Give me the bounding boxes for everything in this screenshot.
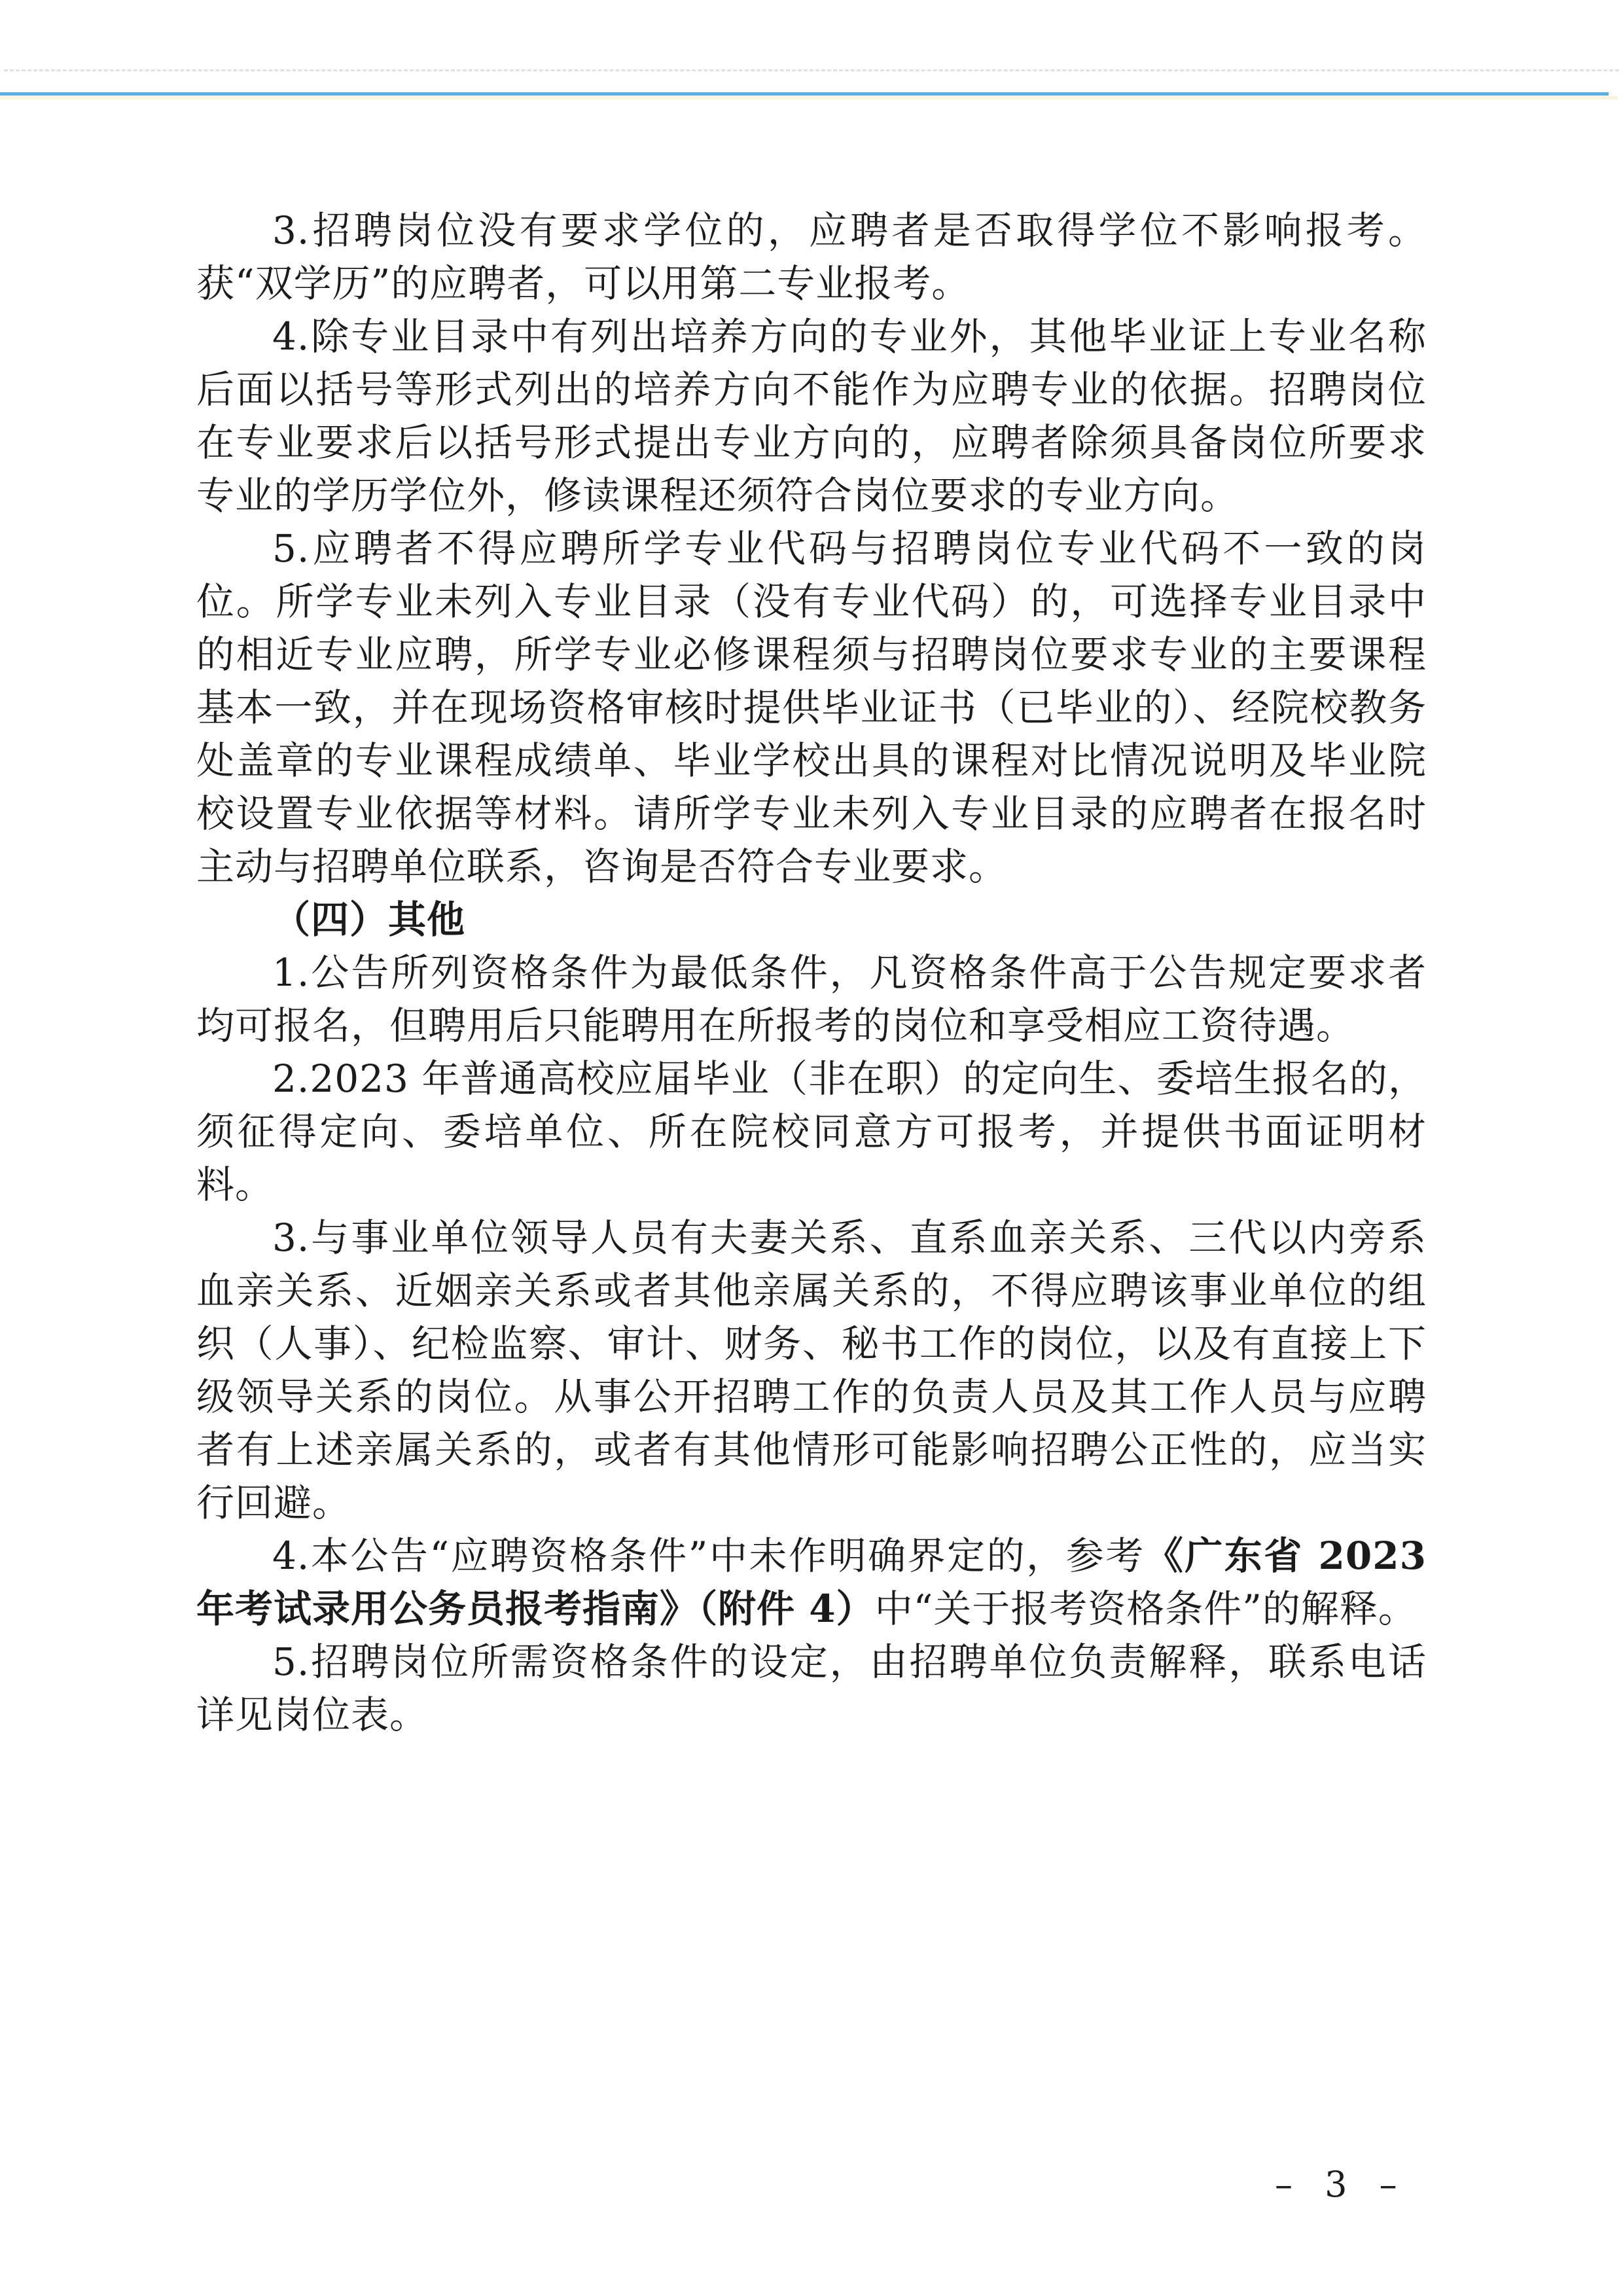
text-segment: 2.2023 年普通高校应届毕业（非在职）的定向生、委培生报名的，须征得定向、委培单位、所在院校同意方可报考，并提供书面证明材料。	[196, 1056, 1427, 1207]
paragraph	[196, 204, 1427, 310]
document-body	[196, 204, 1427, 1742]
text-segment: （四）其他	[272, 897, 466, 942]
text-segment: 中“关于报考资格条件”的解释。	[874, 1587, 1417, 1631]
bold-text: 《广东省 2023 年考试录用公务员报考指南》（附件 4）	[196, 1534, 1427, 1631]
page-number: – 3 –	[1275, 2164, 1408, 2205]
text-segment: 4.本公告“应聘资格条件”中未作明确界定的，参考	[272, 1534, 1145, 1578]
paragraph	[196, 310, 1427, 522]
section-heading	[196, 893, 1427, 946]
text-segment: 5.招聘岗位所需资格条件的设定，由招聘单位负责解释，联系电话详见岗位表。	[196, 1640, 1427, 1737]
perforation-dashed-line	[4, 69, 1619, 71]
blue-accent-line	[0, 92, 1609, 96]
paragraph	[196, 1052, 1427, 1211]
paragraph	[196, 1211, 1427, 1530]
text-segment: 1.公告所列资格条件为最低条件，凡资格条件高于公告规定要求者均可报名，但聘用后只能聘用在所报考的岗位和享受相应工资待遇。	[196, 950, 1427, 1048]
text-segment: 3.招聘岗位没有要求学位的，应聘者是否取得学位不影响报考。获“双学历”的应聘者，可以用第二专业报考。	[196, 208, 1427, 306]
paragraph	[196, 946, 1427, 1052]
paragraph	[196, 522, 1427, 893]
cream-accent-line	[0, 96, 1618, 99]
paragraph	[196, 1636, 1427, 1742]
text-segment: 5.应聘者不得应聘所学专业代码与招聘岗位专业代码不一致的岗位。所学专业未列入专业目录（没有专业代码）的，可选择专业目录中的相近专业应聘，所学专业必修课程须与招聘岗位要求专业的主要课程基本一致，并在现场资格审核时提供毕业证书（已毕业的）、经院校教务处盖章的专业课程成绩单、毕业学校出具的课程对比情况说明及毕业院校设置专业依据等材料。请所学专业未列入专业目录的应聘者在报名时主动与招聘单位联系，咨询是否符合专业要求。	[196, 526, 1427, 889]
text-segment: 3.与事业单位领导人员有夫妻关系、直系血亲关系、三代以内旁系血亲关系、近姻亲关系或者其他亲属关系的，不得应聘该事业单位的组织（人事）、纪检监察、审计、财务、秘书工作的岗位，以及有直接上下级领导关系的岗位。从事公开招聘工作的负责人员及其工作人员与应聘者有上述亲属关系的，或者有其他情形可能影响招聘公正性的，应当实行回避。	[196, 1215, 1427, 1525]
text-segment: 4.除专业目录中有列出培养方向的专业外，其他毕业证上专业名称后面以括号等形式列出的培养方向不能作为应聘专业的依据。招聘岗位在专业要求后以括号形式提出专业方向的，应聘者除须具备岗位所要求专业的学历学位外，修读课程还须符合岗位要求的专业方向。	[196, 314, 1427, 518]
paragraph	[196, 1530, 1427, 1636]
